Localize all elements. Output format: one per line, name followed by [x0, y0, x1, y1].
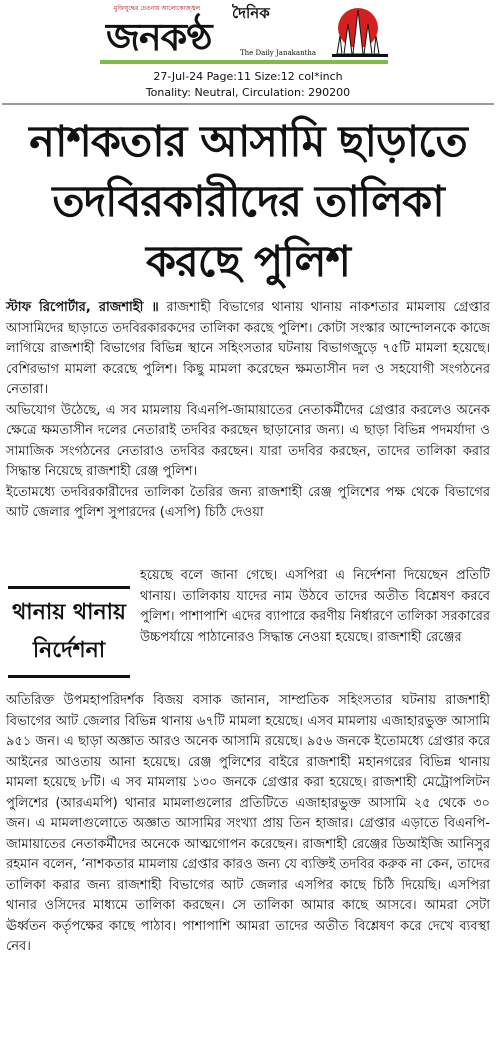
memorial-logo-icon [332, 4, 388, 60]
paragraph-1 [6, 298, 490, 401]
masthead-name: জনকণ্ঠ [106, 14, 212, 59]
divider [2, 103, 494, 105]
subhead-line-2: নির্দেশনা [32, 638, 106, 663]
article-body-inset [140, 566, 490, 648]
clipping-meta-tonality: Tonality: Neutral, Circulation: 290200 [145, 86, 351, 99]
paragraph-3a: ইতোমধ্যে তদবিরকারীদের তালিকা তৈরির জন্য রাজশাহী রেঞ্জ পুলিশের পক্ষ থেকে বিভাগের আট জেলার পুলিশ সুপারদের (এসপি) চিঠি দেওয়া [6, 484, 490, 520]
paragraph-1-text: রাজশাহী বিভাগের থানায় থানায় নাকশতার মামলায় গ্রেপ্তার আসামিদের ছাড়াতে তদবিরকারকদের তালিকা করছে পুলিশ। কোটা সংস্কার আন্দোলনকে কাজে লাগিয়ে রাজশাহী বিভাগের বিভিন্ন স্থানে সহিংসতার ঘটনায় বিভাগজুড়ে ৭৫টি মামলা হয়েছে। বেশিরভাগ মামলা করেছে পুলিশ। কিছু মামলা করেছেন ক্ষমতাসীন দল ও সহযোগী সংগঠনের নেতারা। [6, 300, 490, 397]
headline-line-1: নাশকতার আসামি ছাড়াতে [29, 117, 467, 167]
headline-line-3: করছে পুলিশ [145, 237, 350, 287]
paragraph-4: অতিরিক্ত উপমহাপরিদর্শক বিজয় বসাক জানান, সাম্প্রতিক সহিংসতার ঘটনায় রাজশাহী বিভাগের আট জেলার বিভিন্ন থানায় ৬৭টি মামলা হয়েছে। এসব মামলায় এজাহারভুক্ত আসামি ৯৫১ জন। এ ছাড়া অজ্ঞাত আরও অনেক আসামি রয়েছে। ৯৫৬ জনকে ইতোমধ্যে গ্রেপ্তার করে আইনের আওতায় আনা হয়েছে। রেঞ্জ পুলিশের বাইরে রাজশাহী মহানগরের বিভিন্ন থানায় মামলা হয়েছে ৮টি। এ সব মামলায় ১৩০ জনকে গ্রেপ্তার করা হয়েছে। রাজশাহী মেট্রোপলিটন পুলিশের (আরএমপি) থানার মামলাগুলোর প্রতিটিতে এজাহারভুক্ত আসামি ২৫ থেকে ৩০ জন। এ মামলাগুলোতে অজ্ঞাত আসামির সংখ্যা প্রায় তিন হাজার। গ্রেপ্তার এড়াতে বিএনপি-জামায়াতের নেতাকর্মীদের অনেকে আত্মগোপন করেছেন। রাজশাহী রেঞ্জের ডিআইজি আনিসুর রহমান বলেন, ‘নাশকতার মামলায় গ্রেপ্তার কারও জন্য যে ব্যক্তিই তদবির করুক না কেন, তাদের তালিকা করার জন্য রাজশাহী বিভাগের আট জেলার এসপির কাছে চিঠি দিয়েছি। এসপিরা থানার ওসিদের মাধ্যমে তালিকা করছেন। সে তালিকা আমার কাছে আসবে। আমরা সেটা ঊর্ধ্বতন কর্তৃপক্ষের কাছে পাঠাব। পাশাপাশি আমরা তাদের অতীত বিশ্লেষণ করে দেখে ব্যবস্থা নেব। [6, 693, 490, 954]
headline [6, 112, 490, 292]
masthead-dainik: দৈনিক [232, 4, 270, 22]
masthead-rule [100, 60, 388, 64]
article-body-bottom [6, 691, 490, 958]
subhead-box [8, 586, 130, 678]
headline-line-2: তদবিরকারীদের তালিকা [52, 177, 444, 227]
masthead-english-name: The Daily Janakantha [240, 49, 317, 57]
paragraph-2: অভিযোগ উঠেছে, এ সব মামলায় বিএনপি-জামায়াতের নেতাকর্মীদের গ্রেপ্তার করলেও অনেক ক্ষেত্রে ক্ষমতাসীন দলের নেতারাই তদবির করছেন ছাড়ানোর জন্য। এ ছাড়া বিভিন্ন পদমর্যাদা ও সামাজিক সংগঠনের নেতারাও তদবির করছেন। যারা তদবির করছেন, তাদের তালিকা করার সিদ্ধান্ত নিয়েছে রাজশাহী রেঞ্জ পুলিশ। [6, 402, 490, 479]
masthead-tagline: মুক্তিযুদ্ধের চেতনায় আলোকোজ্জ্বল [114, 5, 201, 12]
article-body-top [6, 298, 490, 524]
paragraph-3b: হয়েছে বলে জানা গেছে। এসপিরা এ নির্দেশনা দিয়েছেন প্রতিটি থানায়। তালিকায় যাদের নাম উঠবে তাদের অতীত বিশ্লেষণ করবে পুলিশ। পাশাপাশি এদের ব্যাপারে করণীয় নির্ধারণে তালিকা সরকারের উচ্চপর্যায়ে পাঠানোরও সিদ্ধান্ত নেওয়া হয়েছে। রাজশাহী রেঞ্জের [140, 568, 490, 645]
byline: স্টাফ রিপোর্টার, রাজশাহী ॥ [6, 300, 159, 315]
clipping-meta-date: 27-Jul-24 Page:11 Size:12 col*inch [153, 70, 343, 83]
subhead-line-1: থানায় থানায় [12, 600, 126, 625]
masthead [100, 2, 390, 64]
